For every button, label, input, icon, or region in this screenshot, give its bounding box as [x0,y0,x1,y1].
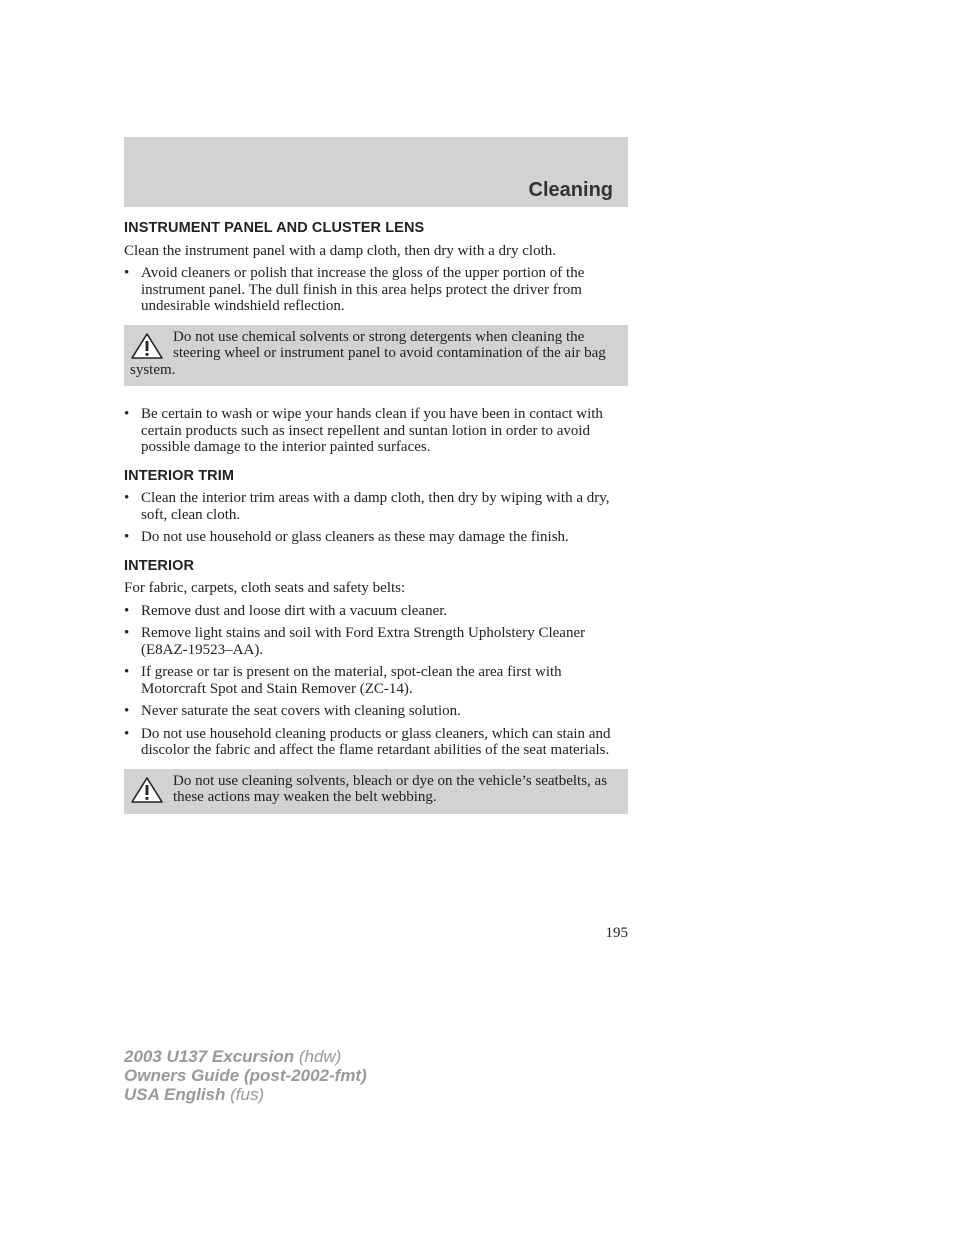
list-item: • Remove light stains and soil with Ford Extra Strength Upholstery Cleaner (E8AZ-19523–AA). [124,625,586,658]
list-item: • Do not use household cleaning products or glass cleaners, which can stain and discolor the fabric and affect the flame retardant abilities of the seat materials. [124,725,611,758]
heading-instrument-panel: INSTRUMENT PANEL AND CLUSTER LENS [124,220,425,236]
heading-interior: INTERIOR [124,557,195,574]
warning-box-seatbelts [124,769,628,814]
bullet-glyph: • [124,725,130,742]
bullet-glyph: • [124,602,130,619]
list-item: • Avoid cleaners or polish that increase the gloss of the upper portion of the instrument panel. The dull finish in this area helps protect the driver from undesirable windshield reflection. [124,265,585,314]
instrument-list-2 [124,406,628,456]
instrument-list-1 [124,265,628,315]
page-number: 195 [605,925,628,941]
list-item: • Clean the interior trim areas with a damp cloth, then dry by wiping with a dry, soft, clean cloth. [124,490,610,523]
footer-metadata [124,1047,367,1104]
interior-list [124,603,628,759]
footer-line-1: 2003 U137 Excursion (hdw) [124,1047,342,1066]
bullet-glyph: • [124,529,130,545]
warning-triangle-icon [130,776,164,804]
footer-line-3: USA English (fus) [124,1085,265,1104]
footer-line-2: Owners Guide (post-2002-fmt) [124,1066,367,1085]
page-title: Cleaning [528,179,613,201]
bullet-glyph: • [124,265,130,281]
list-item: • Do not use household or glass cleaners as these may damage the finish. [124,529,569,545]
bullet-glyph: • [124,664,130,680]
warning-text: Do not use cleaning solvents, bleach or dye on the vehicle’s seatbelts, as these actions may weaken the belt webbing. [173,772,608,805]
list-item: • Never saturate the seat covers with cleaning solution. [124,703,461,719]
bullet-glyph: • [124,406,130,422]
bullet-glyph: • [124,703,130,719]
interior-intro: For fabric, carpets, cloth seats and safety belts: [124,580,406,596]
warning-text: Do not use chemical solvents or strong detergents when cleaning the steering wheel or instrument panel to avoid contamination of the air bag system. [130,328,606,378]
trim-list [124,490,628,546]
heading-interior-trim: INTERIOR TRIM [124,467,235,484]
warning-triangle-icon [130,332,164,360]
instrument-intro: Clean the instrument panel with a damp cloth, then dry with a dry cloth. [124,242,556,259]
list-item: • Be certain to wash or wipe your hands clean if you have been in contact with certain products such as insect repellent and suntan lotion in order to avoid possible damage to the interior painted surfaces. [124,406,603,455]
bullet-glyph: • [124,625,130,641]
list-item: • Remove dust and loose dirt with a vacuum cleaner. [124,602,448,619]
warning-box-airbag [124,325,628,387]
page-content [124,220,628,828]
header-band [124,137,628,207]
list-item: • If grease or tar is present on the material, spot-clean the area first with Motorcraft Spot and Stain Remover (ZC-14). [124,664,562,697]
bullet-glyph: • [124,490,130,506]
